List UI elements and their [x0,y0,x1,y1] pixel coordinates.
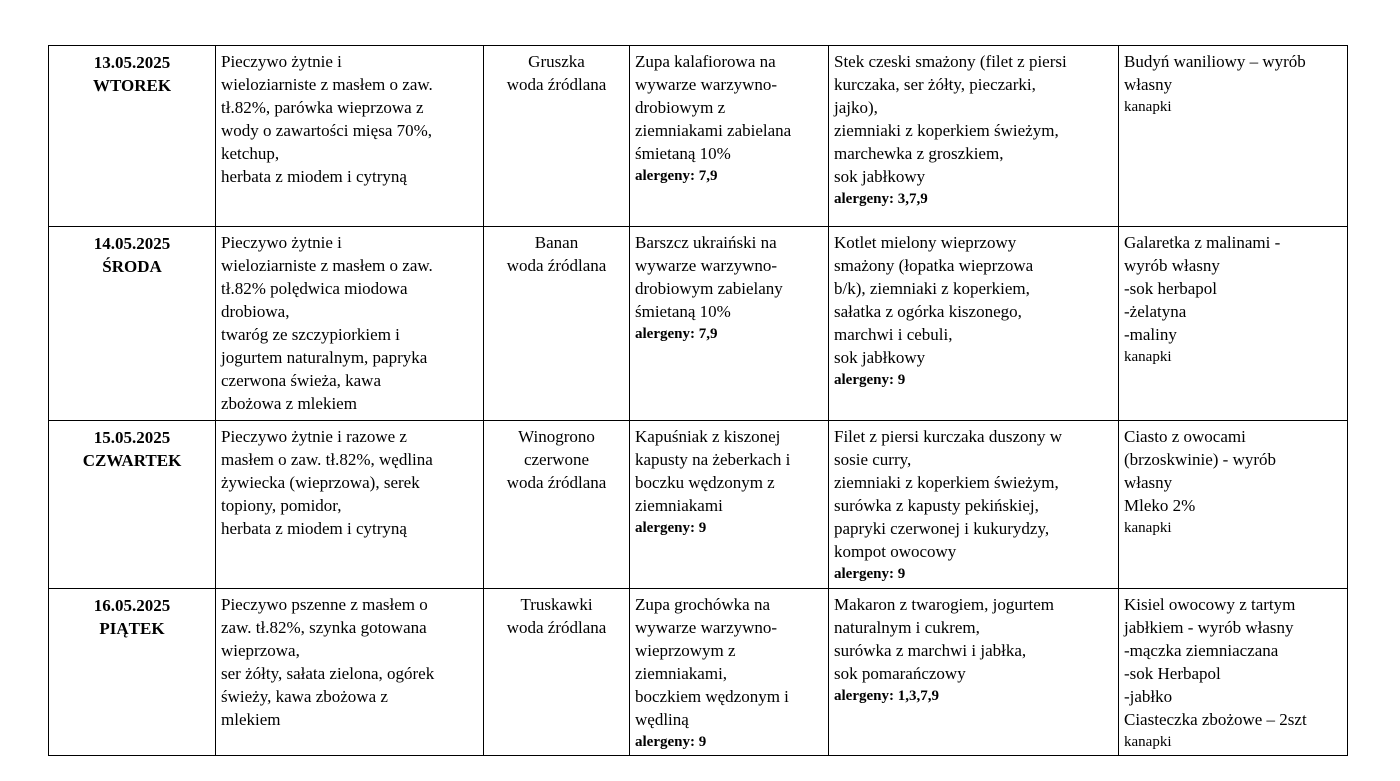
text-line: kanapki [1124,99,1172,115]
weekday-label: ŚRODA [102,257,162,276]
text-line: jogurtem naturalnym, papryka [221,348,428,367]
text-line: herbata z miodem i cytryną [221,167,407,186]
allergens-label: alergeny: 7,9 [635,326,718,342]
main-course-cell [829,421,1119,589]
text-line: Ciasteczka zbożowe – 2szt [1124,710,1307,729]
text-line: śmietaną 10% [635,144,731,163]
text-line: Pieczywo żytnie i [221,233,342,252]
text-line: kanapki [1124,734,1172,750]
text-line: wywarze warzywno- [635,618,778,637]
text-line: drobiowym zabielany [635,279,783,298]
text-line: Gruszka [528,52,585,71]
date-label: 15.05.2025 [93,428,171,447]
text-line: -sok herbapol [1124,279,1218,298]
text-line: masłem o zaw. tł.82%, wędlina [221,450,433,469]
breakfast-cell [216,421,484,589]
allergens-label: alergeny: 7,9 [635,168,718,184]
text-line: Kotlet mielony wieprzowy [834,233,1017,252]
text-line: woda źródlana [506,75,607,94]
text-line: ziemniakami [635,496,723,515]
breakfast-cell [216,589,484,756]
day-row [49,46,1348,227]
text-line: sosie curry, [834,450,912,469]
text-line: Galaretka z malinami - [1124,233,1281,252]
snack-cell [1119,421,1348,589]
soup-cell [630,421,829,589]
text-line: Barszcz ukraiński na [635,233,777,252]
text-line: smażony (łopatka wieprzowa [834,256,1034,275]
text-line: kapusty na żeberkach i [635,450,791,469]
text-line: papryki czerwonej i kukurydzy, [834,519,1050,538]
soup-cell [630,46,829,227]
text-line: wywarze warzywno- [635,75,778,94]
allergens-label: alergeny: 9 [635,520,707,536]
text-line: ziemniakami, [635,664,728,683]
text-line: ziemniakami zabielana [635,121,792,140]
text-line: Banan [534,233,579,252]
text-line: Kisiel owocowy z tartym [1124,595,1296,614]
main-course-cell [829,46,1119,227]
fruit-cell [484,46,630,227]
fruit-cell [484,227,630,421]
allergens-label: alergeny: 9 [834,566,906,582]
text-line: twaróg ze szczypiorkiem i [221,325,400,344]
text-line: świeży, kawa zbożowa z [221,687,388,706]
text-line: Ciasto z owocami [1124,427,1246,446]
weekday-label: CZWARTEK [82,451,182,470]
text-line: żywiecka (wieprzowa), serek [221,473,420,492]
allergens-label: alergeny: 1,3,7,9 [834,688,939,704]
text-line: Makaron z twarogiem, jogurtem [834,595,1054,614]
text-line: czerwone [523,450,590,469]
snack-cell [1119,227,1348,421]
text-line: ziemniaki z koperkiem świeżym, [834,121,1059,140]
text-line: drobiowa, [221,302,290,321]
text-line: wyrób własny [1124,256,1220,275]
text-line: wieloziarniste z masłem o zaw. [221,256,433,275]
text-line: wieprzowa, [221,641,300,660]
snack-cell [1119,46,1348,227]
weekday-label: PIĄTEK [99,619,165,638]
text-line: surówka z marchwi i jabłka, [834,641,1027,660]
text-line: wieloziarniste z masłem o zaw. [221,75,433,94]
date-label: 13.05.2025 [93,53,171,72]
text-line: Stek czeski smażony (filet z piersi [834,52,1067,71]
text-line: zaw. tł.82%, szynka gotowana [221,618,427,637]
breakfast-cell [216,227,484,421]
text-line: sałatka z ogórka kiszonego, [834,302,1022,321]
text-line: b/k), ziemniaki z koperkiem, [834,279,1030,298]
text-line: -sok Herbapol [1124,664,1221,683]
text-line: Kapuśniak z kiszonej [635,427,781,446]
date-label: 14.05.2025 [93,234,171,253]
text-line: Winogrono [518,427,595,446]
text-line: Pieczywo żytnie i [221,52,342,71]
main-course-cell [829,227,1119,421]
text-line: boczkiem wędzonym i [635,687,789,706]
allergens-label: alergeny: 9 [635,734,707,750]
text-line: wieprzowym z [635,641,736,660]
text-line: Mleko 2% [1124,496,1196,515]
text-line: sok jabłkowy [834,348,926,367]
text-line: mlekiem [221,710,281,729]
text-line: -żelatyna [1124,302,1187,321]
text-line: drobiowym z [635,98,726,117]
text-line: naturalnym i cukrem, [834,618,980,637]
day-row [49,589,1348,756]
text-line: kompot owocowy [834,542,957,561]
text-line: wywarze warzywno- [635,256,778,275]
text-line: herbata z miodem i cytryną [221,519,407,538]
text-line: topiony, pomidor, [221,496,342,515]
allergens-label: alergeny: 3,7,9 [834,191,928,207]
text-line: woda źródlana [506,618,607,637]
day-cell [49,46,216,227]
breakfast-cell [216,46,484,227]
text-line: -maliny [1124,325,1177,344]
text-line: -mączka ziemniaczana [1124,641,1279,660]
fruit-cell [484,421,630,589]
fruit-cell [484,589,630,756]
text-line: kurczaka, ser żółty, pieczarki, [834,75,1036,94]
day-row [49,421,1348,589]
text-line: surówka z kapusty pekińskiej, [834,496,1039,515]
text-line: kanapki [1124,520,1172,536]
menu-table-body [49,46,1348,756]
text-line: marchwi i cebuli, [834,325,953,344]
weekday-label: WTOREK [92,76,172,95]
text-line: tł.82%, parówka wieprzowa z [221,98,424,117]
soup-cell [630,589,829,756]
text-line: (brzoskwinie) - wyrób [1124,450,1277,469]
text-line: -jabłko [1124,687,1173,706]
day-row [49,227,1348,421]
text-line: ketchup, [221,144,280,163]
text-line: Zupa kalafiorowa na [635,52,776,71]
main-course-cell [829,589,1119,756]
date-label: 16.05.2025 [93,596,171,615]
text-line: wędliną [635,710,689,729]
text-line: Filet z piersi kurczaka duszony w [834,427,1063,446]
text-line: woda źródlana [506,473,607,492]
text-line: tł.82% polędwica miodowa [221,279,408,298]
text-line: własny [1124,75,1173,94]
text-line: marchewka z groszkiem, [834,144,1004,163]
text-line: jabłkiem - wyrób własny [1124,618,1294,637]
text-line: ser żółty, sałata zielona, ogórek [221,664,435,683]
text-line: Zupa grochówka na [635,595,771,614]
text-line: Pieczywo żytnie i razowe z [221,427,407,446]
text-line: ziemniaki z koperkiem świeżym, [834,473,1059,492]
text-line: czerwona świeża, kawa [221,371,381,390]
text-line: boczku wędzonym z [635,473,775,492]
text-line: śmietaną 10% [635,302,731,321]
text-line: Truskawki [520,595,593,614]
snack-cell [1119,589,1348,756]
text-line: woda źródlana [506,256,607,275]
text-line: własny [1124,473,1173,492]
text-line: sok jabłkowy [834,167,926,186]
text-line: kanapki [1124,349,1172,365]
soup-cell [630,227,829,421]
text-line: zbożowa z mlekiem [221,394,357,413]
text-line: wody o zawartości mięsa 70%, [221,121,433,140]
text-line: jajko), [834,98,878,117]
text-line: sok pomarańczowy [834,664,966,683]
day-cell [49,421,216,589]
allergens-label: alergeny: 9 [834,372,906,388]
menu-table [48,45,1348,756]
text-line: Pieczywo pszenne z masłem o [221,595,428,614]
day-cell [49,227,216,421]
text-line: Budyń waniliowy – wyrób [1124,52,1306,71]
day-cell [49,589,216,756]
